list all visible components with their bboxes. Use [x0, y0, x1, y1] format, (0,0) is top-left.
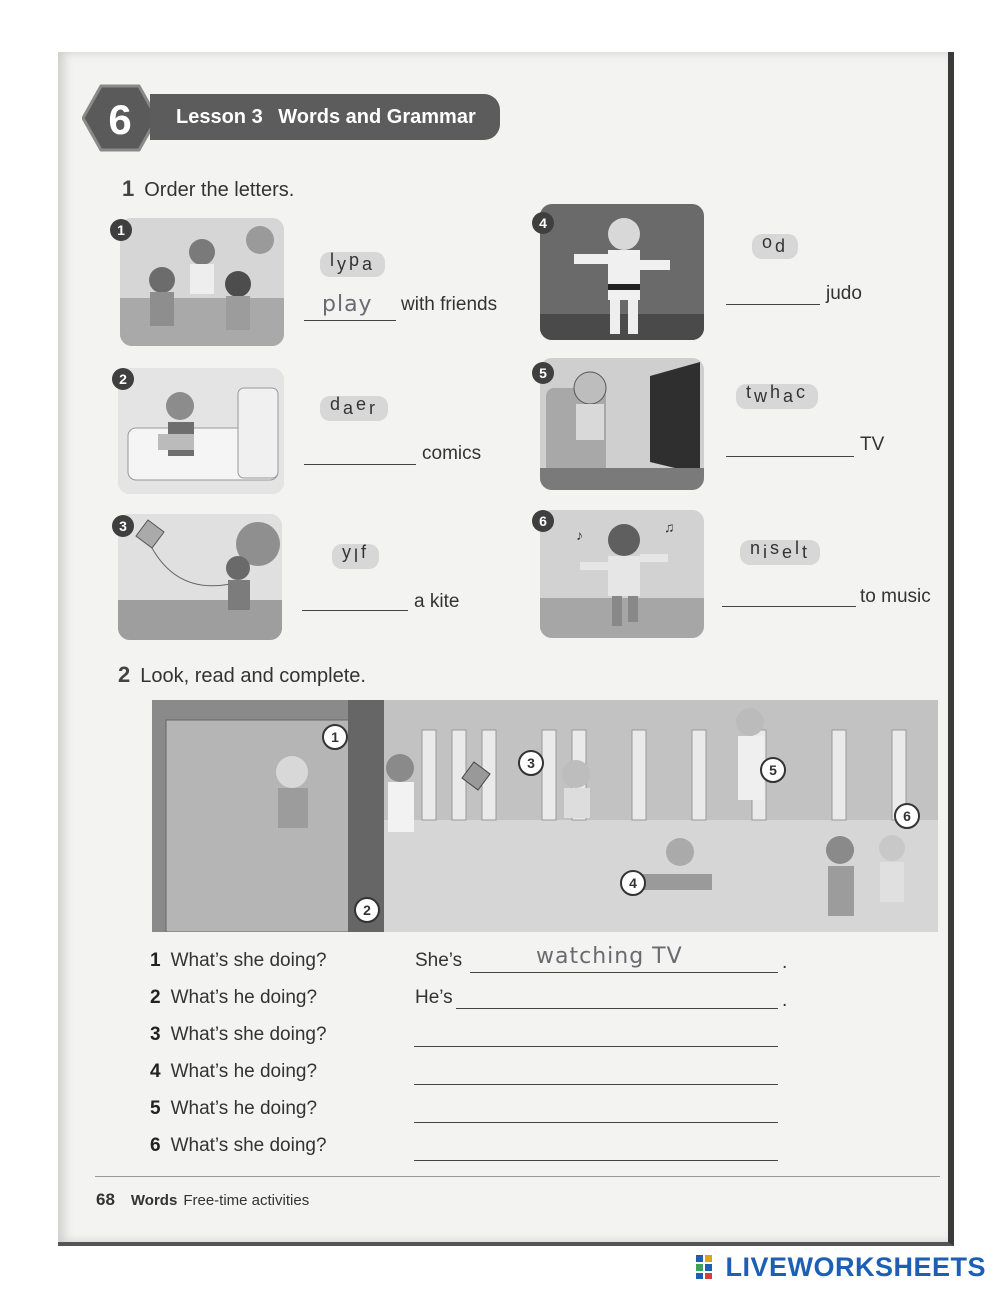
lesson-title: Words and Grammar [278, 106, 476, 128]
answer-end-2: . [782, 990, 788, 1011]
page-number: 68 [96, 1190, 115, 1209]
exercise2-title [118, 662, 366, 688]
picture-fly-a-kite [118, 514, 282, 640]
question-1: 1 What’s she doing? [150, 950, 327, 971]
item-number-2: 2 [112, 368, 134, 390]
scene-marker-5: 5 [760, 757, 786, 783]
scene-marker-3: 3 [518, 750, 544, 776]
answer-blank-3[interactable] [302, 588, 408, 611]
answer-line-6[interactable] [414, 1138, 778, 1161]
svg-text:♪: ♪ [576, 527, 583, 543]
phrase-1: with friends [401, 294, 498, 315]
answer-line-4[interactable] [414, 1062, 778, 1085]
question-5: 5 What’s he doing? [150, 1098, 318, 1119]
exercise1-instruction: Order the letters. [144, 179, 295, 201]
liveworksheets-logo-icon [696, 1255, 722, 1279]
answer-blank-4[interactable] [726, 282, 820, 305]
picture-read-comics [118, 368, 284, 494]
scene-marker-4: 4 [620, 870, 646, 896]
answer-end-1: . [782, 952, 788, 973]
answer-blank-2[interactable] [304, 442, 416, 465]
footer-section: Words [130, 1192, 178, 1209]
question-2: 2 What’s he doing? [150, 987, 318, 1008]
scene-marker-1: 1 [322, 724, 348, 750]
scene-marker-6: 6 [894, 803, 920, 829]
phrase-2: comics [422, 443, 482, 464]
question-3: 3 What’s she doing? [150, 1024, 327, 1045]
footer-divider [95, 1176, 940, 1177]
answer-line-3[interactable] [414, 1024, 778, 1047]
question-6: 6 What’s she doing? [150, 1135, 327, 1156]
scrambled-letters-4: od [752, 234, 798, 259]
item-number-4: 4 [532, 212, 554, 234]
answer-prefix-2: He’s [415, 987, 453, 1008]
scrambled-letters-1: lypa [320, 252, 385, 277]
brand-name: LIVEWORKSHEETS [725, 1252, 986, 1282]
answer-line-5[interactable] [414, 1100, 778, 1123]
answer-line-2[interactable] [456, 986, 778, 1009]
answer-blank-6[interactable] [722, 584, 856, 607]
svg-text:♫: ♫ [664, 519, 675, 535]
scrambled-letters-2: daer [320, 396, 388, 421]
answer-prefix-1: She’s [415, 950, 463, 971]
unit-badge [82, 84, 158, 152]
answer-text-1: play [322, 292, 373, 317]
question-4: 4 What’s he doing? [150, 1061, 318, 1082]
phrase-3: a kite [414, 591, 460, 612]
item-number-3: 3 [112, 515, 134, 537]
picture-do-judo [540, 204, 704, 340]
scene-marker-2: 2 [354, 897, 380, 923]
picture-listen-to-music [540, 510, 704, 638]
exercise2-number: 2 [118, 662, 131, 687]
scrambled-letters-6: niselt [740, 540, 820, 565]
liveworksheets-watermark [696, 1252, 986, 1283]
phrase-5: TV [860, 434, 885, 455]
lesson-header [150, 94, 500, 140]
page-footer [96, 1190, 309, 1210]
unit-number: 6 [108, 96, 132, 143]
answer-value-1: watching TV [536, 944, 683, 969]
exercise2-instruction: Look, read and complete. [140, 665, 366, 687]
phrase-4: judo [826, 283, 862, 304]
phrase-6: to music [860, 586, 931, 607]
footer-topic: Free-time activities [183, 1192, 310, 1209]
scrambled-letters-5: twhac [736, 384, 818, 409]
item-number-6: 6 [532, 510, 554, 532]
park-scene-illustration [152, 700, 938, 932]
item-number-1: 1 [110, 219, 132, 241]
scrambled-letters-3: ylf [332, 544, 379, 569]
lesson-label: Lesson 3 [176, 106, 263, 128]
item-number-5: 5 [532, 362, 554, 384]
exercise1-title [122, 176, 294, 202]
exercise1-number: 1 [122, 176, 135, 201]
picture-play-with-friends [120, 218, 284, 346]
picture-watch-tv [540, 358, 704, 490]
answer-blank-5[interactable] [726, 434, 854, 457]
